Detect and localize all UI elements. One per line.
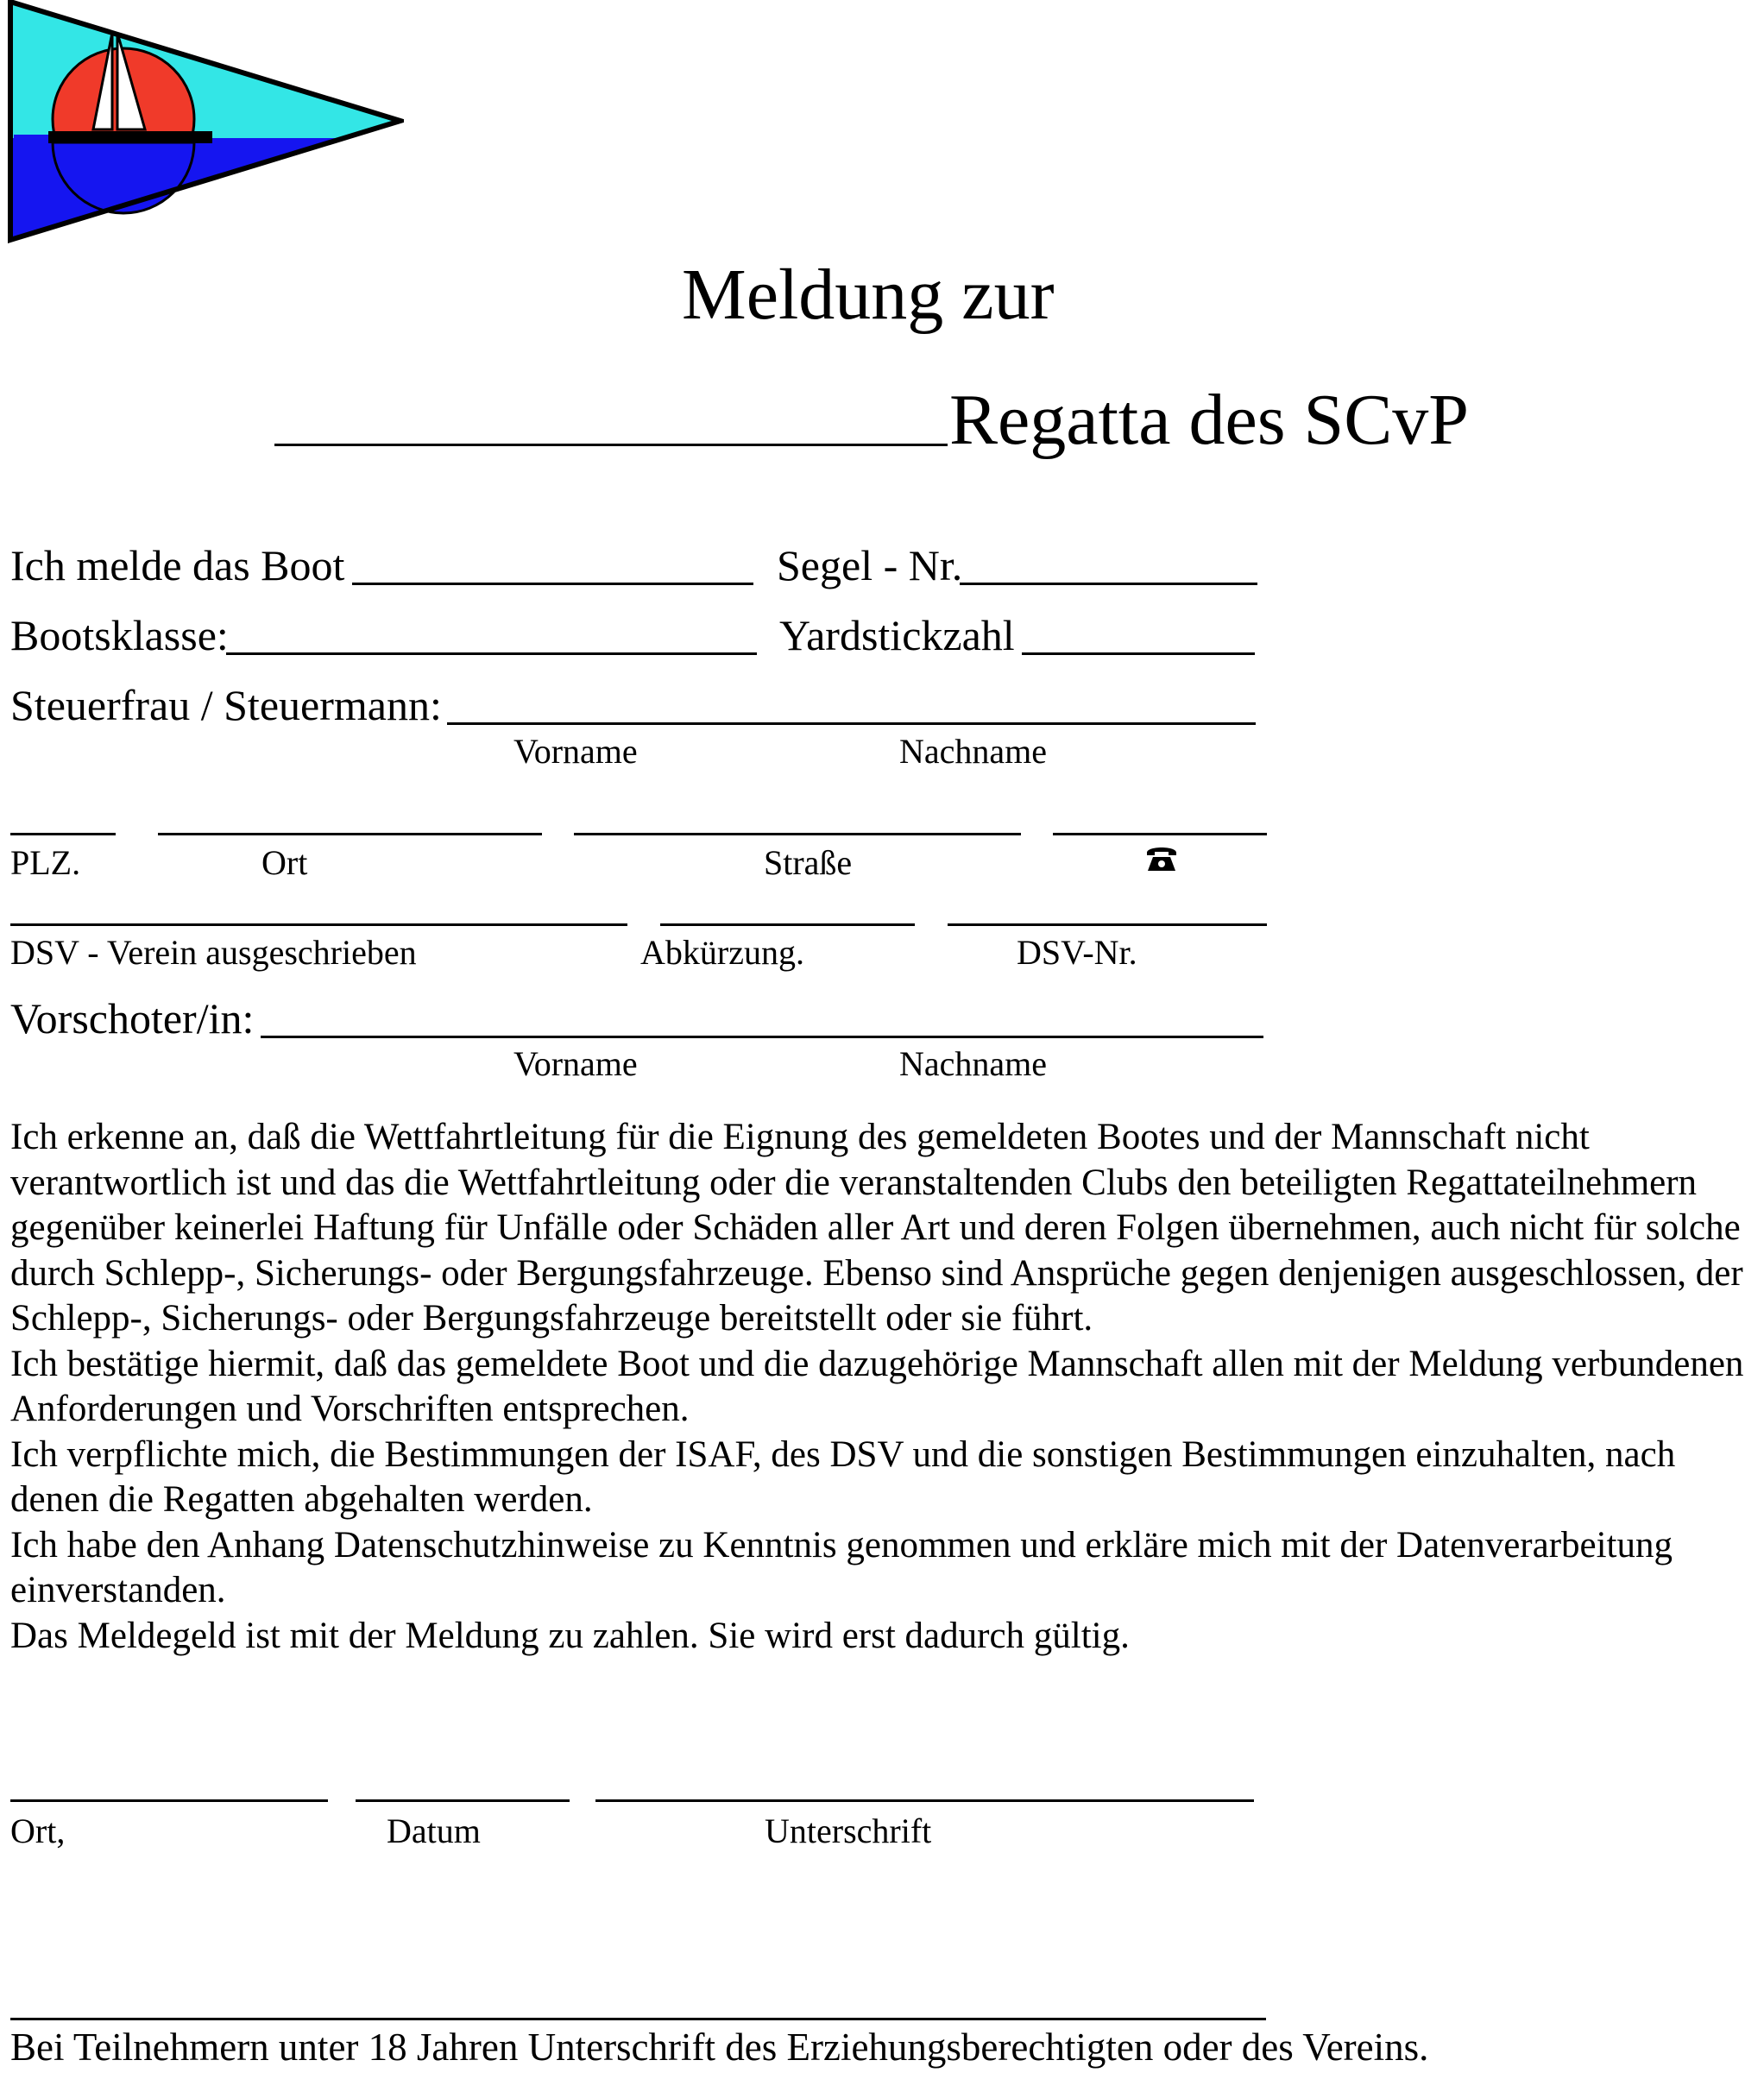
crew-label: Vorschoter/in:: [10, 994, 255, 1043]
signature-field[interactable]: [595, 1799, 1254, 1802]
declaration-conformity: Ich bestätige hiermit, daß das gemeldete Boot und die dazugehörige Mannschaft allen mit der Meldung verbundenen Anforderungen und Vorschriften entsprechen.: [10, 1343, 1744, 1429]
guardian-signature-field[interactable]: [10, 2018, 1266, 2020]
crew-name-field[interactable]: [261, 1036, 1263, 1038]
phone-field[interactable]: [1053, 833, 1267, 835]
abbreviation-caption: Abkürzung.: [640, 933, 804, 972]
club-abbreviation-field[interactable]: [660, 923, 915, 926]
postcode-field[interactable]: [10, 833, 116, 835]
title-line-2: Regatta des SCvP: [949, 380, 1469, 460]
guardian-note: Bei Teilnehmern unter 18 Jahren Unterschrift des Erziehungsberechtigten oder des Vereins.: [10, 2026, 1429, 2069]
sail-number-label: Segel - Nr.: [777, 541, 963, 589]
declaration-rules: Ich verpflichte mich, die Bestimmungen der ISAF, des DSV und die sonstigen Bestimmungen einzuhalten, nach denen die Regatten abgehalten werden.: [10, 1433, 1676, 1520]
street-caption: Straße: [764, 843, 853, 882]
club-pennant-logo: [7, 0, 404, 250]
club-name-field[interactable]: [10, 923, 627, 926]
helm-label: Steuerfrau / Steuermann:: [10, 681, 442, 729]
yardstick-field[interactable]: [1022, 652, 1255, 655]
title-line-1: Meldung zur: [682, 255, 1055, 335]
yardstick-label: Yardstickzahl: [779, 611, 1015, 659]
sail-number-field[interactable]: [960, 583, 1257, 585]
boat-label: Ich melde das Boot: [10, 541, 345, 589]
dsv-number-caption: DSV-Nr.: [1017, 933, 1137, 972]
postcode-caption: PLZ.: [10, 843, 81, 882]
signature-place-field[interactable]: [10, 1799, 328, 1802]
date-caption: Datum: [387, 1811, 481, 1850]
crew-last-name-caption: Nachname: [899, 1044, 1048, 1083]
regatta-name-field[interactable]: [274, 444, 948, 446]
helm-last-name-caption: Nachname: [899, 732, 1048, 771]
helm-name-field[interactable]: [447, 722, 1256, 725]
declaration-liability: Ich erkenne an, daß die Wettfahrtleitung für die Eignung des gemeldeten Bootes und der Mannschaft nicht verantwortlich ist und das die Wettfahrtleitung oder die veranstaltenden Clubs den beteiligten Regattateilnehmern gegenüber keinerlei Haftung für Unfälle oder Schäden aller Art und deren Folgen übernehmen, auch nicht für solche durch Schlepp-, Sicherungs- oder Bergungsfahrzeuge. Ebenso sind Ansprüche gegen denjenigen ausgeschlossen, der Schlepp-, Sicherungs- oder Bergungsfahrzeuge bereitstellt oder sie führt.: [10, 1117, 1743, 1339]
helm-first-name-caption: Vorname: [513, 732, 638, 771]
place-caption: Ort,: [10, 1811, 66, 1850]
boat-class-label: Bootsklasse:: [10, 611, 229, 659]
town-field[interactable]: [158, 833, 542, 835]
boat-class-field[interactable]: [226, 652, 757, 655]
town-caption: Ort: [261, 843, 308, 882]
street-field[interactable]: [574, 833, 1021, 835]
signature-caption: Unterschrift: [765, 1811, 932, 1850]
declaration-fee: Das Meldegeld ist mit der Meldung zu zahlen. Sie wird erst dadurch gültig.: [10, 1615, 1130, 1656]
declaration-text: [10, 1115, 1745, 1659]
telephone-icon: [1144, 842, 1179, 873]
crew-first-name-caption: Vorname: [513, 1044, 638, 1083]
club-caption: DSV - Verein ausgeschrieben: [10, 933, 417, 972]
boat-hull-icon: [48, 131, 212, 143]
declaration-privacy: Ich habe den Anhang Datenschutzhinweise zu Kenntnis genommen und erkläre mich mit der Datenverarbeitung einverstanden.: [10, 1524, 1673, 1610]
signature-date-field[interactable]: [356, 1799, 570, 1802]
dsv-number-field[interactable]: [948, 923, 1267, 926]
boat-name-field[interactable]: [352, 583, 753, 585]
